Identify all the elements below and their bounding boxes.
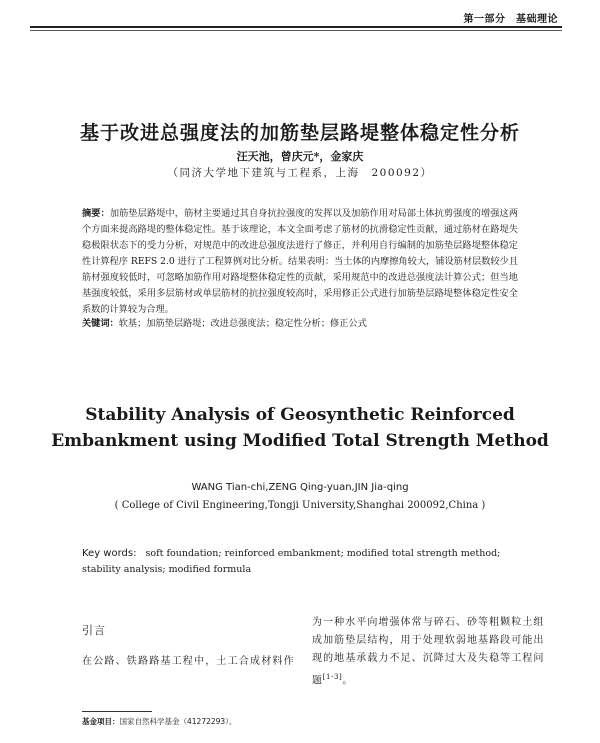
abstract-text: 加筋垫层路堤中，筋材主要通过其自身抗拉强度的发挥以及加筋作用对局部土体抗剪强度的增强这两个方面来提高路堤的整体稳定性。基于该理论，本文全面考虑了筋材的抗滑稳定性贡献，通过筋材在路堤失稳极限状态下的受力分析，对规范中的改进总强度法进行了修正，并利用自行编制的加筋垫层路堤整体稳定性计算程序 REFS 2.0 进行了工程算例对比分析。结果表明：当土体的内摩擦角较大，铺设筋材层数较少且筋材强度较低时，可忽略加筋作用对路堤整体稳定性的贡献，采用规范中的改进总强度法计算公式；但当地基强度较低，采用多层筋材或单层筋材的抗拉强度较高时，采用修正公式进行加筋垫层路堤整体稳定性安全系数的计算较为合理。: [82, 208, 519, 315]
authors-chinese: 汪天池，曾庆元*，金家庆: [236, 150, 364, 163]
header-rule-thick: [30, 26, 562, 28]
keywords-text-english: soft foundation; reinforced embankment; modified total strength method; stability analysis; modified formula: [82, 548, 501, 575]
footnote-rule: [82, 711, 152, 712]
keywords-label-english: Key words:: [82, 548, 137, 559]
abstract-chinese: [82, 206, 518, 318]
affiliation-chinese: （同济大学地下建筑与工程系，上海 200092）: [167, 167, 433, 179]
citation-ref: [1-3]: [322, 673, 343, 681]
keywords-english: [82, 546, 522, 578]
affiliation-english: ( College of Civil Engineering,Tongji University,Shanghai 200092,China ): [114, 500, 486, 511]
footnote-funding: [82, 716, 236, 727]
body-text-right-column: [312, 614, 544, 690]
body-paragraph: 为一种水平向增强体常与碎石、砂等粗颗粒土组成加筋垫层结构，用于处理软弱地基路段可能出现的地基承载力不足、沉降过大及失稳等工程问题: [312, 617, 544, 687]
authors-english: WANG Tian-chi,ZENG Qing-yuan,JIN Jia-qing: [191, 482, 409, 493]
section-heading-introduction: 引言: [82, 624, 106, 637]
keywords-label-chinese: 关键词：: [82, 318, 119, 329]
footnote-label: 基金项目：: [82, 717, 120, 726]
footnote-text: 国家自然科学基金（41272293）。: [119, 717, 237, 726]
keywords-chinese: [82, 316, 518, 332]
running-header: 第一部分 基础理论: [463, 14, 558, 25]
keywords-text-chinese: 软基；加筋垫层路堤；改进总强度法；稳定性分析；修正公式: [118, 318, 367, 329]
paper-title-english: Stability Analysis of Geosynthetic Reinforced Embankment using Modified Total Strength Method: [51, 405, 549, 451]
abstract-label: 摘要：: [82, 208, 110, 219]
body-text-left-column: 在公路、铁路路基工程中，土工合成材料作: [82, 656, 295, 667]
paper-title-chinese: 基于改进总强度法的加筋垫层路堤整体稳定性分析: [79, 122, 520, 144]
header-rule-thin: [30, 30, 562, 31]
body-paragraph-end: 。: [342, 675, 353, 687]
